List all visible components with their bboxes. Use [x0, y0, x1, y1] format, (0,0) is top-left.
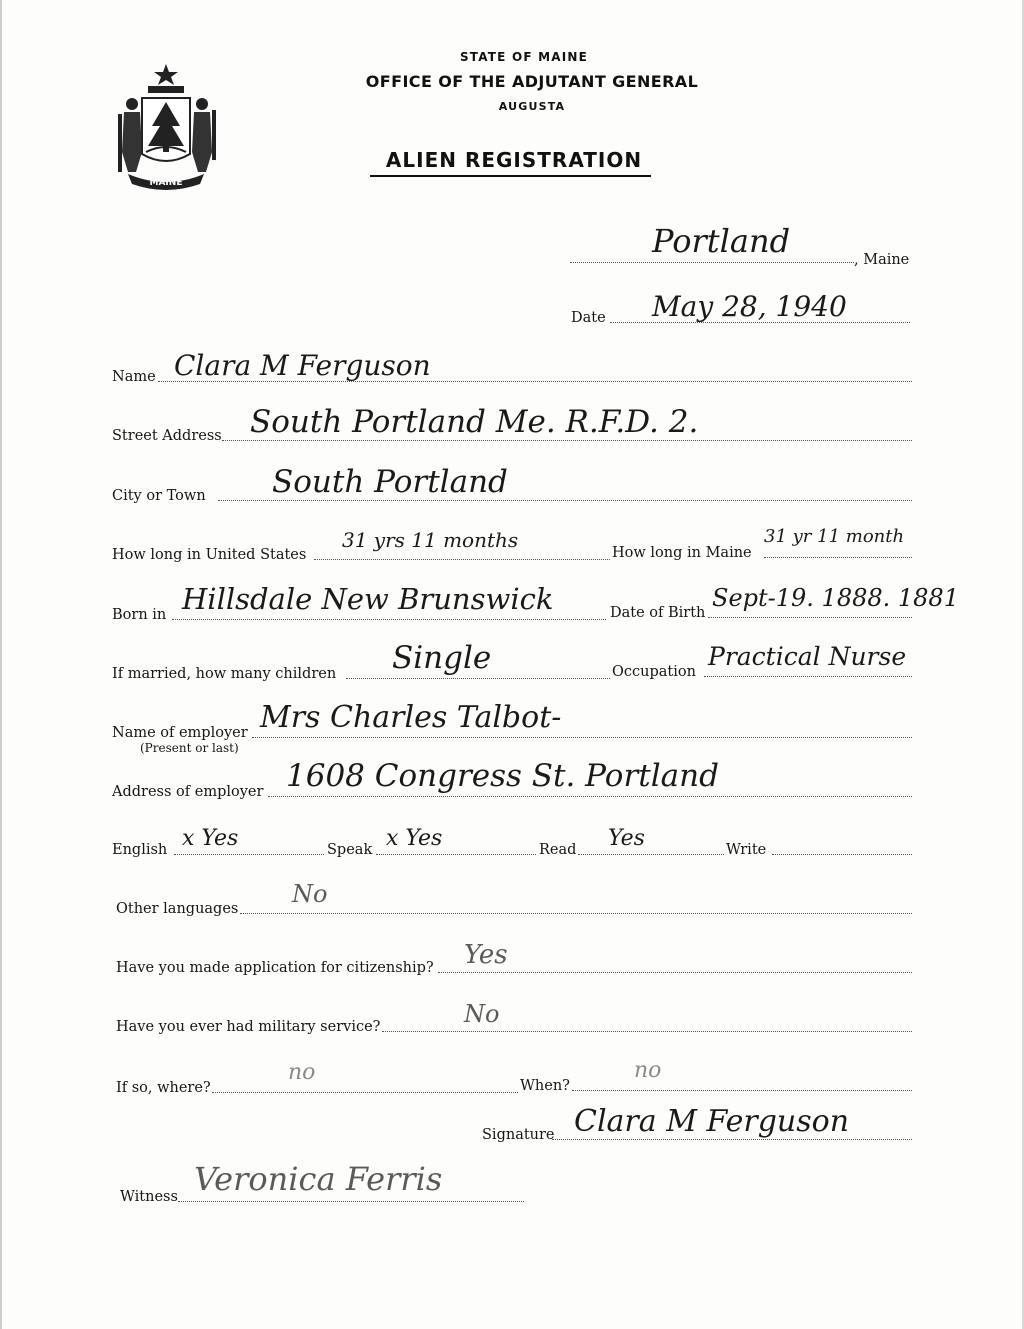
speak-entry: x Yes: [386, 826, 443, 851]
office-heading: OFFICE OF THE ADJUTANT GENERAL: [365, 72, 699, 91]
name-label: Name: [112, 369, 156, 385]
married-label: If married, how many children: [112, 666, 337, 682]
witness-line: [178, 1201, 524, 1202]
town-line: [570, 262, 854, 263]
long-maine-label: How long in Maine: [612, 545, 752, 561]
write-line: [772, 854, 912, 855]
occupation-label: Occupation: [612, 664, 696, 680]
write-label: Write: [726, 842, 767, 858]
when-label: When?: [520, 1078, 570, 1094]
citizenship-line: [438, 972, 912, 973]
married-line: [346, 678, 610, 679]
military-entry: No: [464, 1000, 500, 1028]
form-title: ALIEN REGISTRATION: [385, 148, 643, 172]
city-heading: AUGUSTA: [498, 100, 566, 113]
signature-line: [552, 1139, 912, 1140]
military-label: Have you ever had military service?: [116, 1019, 381, 1035]
speak-line: [376, 854, 536, 855]
title-underline: [370, 175, 651, 177]
name-entry: Clara M Ferguson: [174, 349, 431, 382]
occupation-entry: Practical Nurse: [708, 642, 907, 671]
where-label: If so, where?: [116, 1080, 211, 1096]
born-label: Born in: [112, 607, 167, 623]
read-label: Read: [539, 842, 577, 858]
employer-address-label: Address of employer: [112, 784, 264, 800]
street-entry: South Portland Me. R.F.D. 2.: [250, 404, 699, 440]
dob-line: [708, 617, 912, 618]
seal-text: MAINE: [149, 178, 183, 188]
city-entry: South Portland: [272, 464, 508, 500]
state-heading: STATE OF MAINE: [459, 50, 589, 64]
other-languages-entry: No: [292, 880, 328, 908]
street-label: Street Address: [112, 428, 222, 444]
signature-label: Signature: [482, 1127, 555, 1143]
long-maine-line: [764, 557, 912, 558]
married-entry: Single: [392, 640, 492, 676]
english-entry: x Yes: [182, 826, 239, 851]
where-line: [212, 1092, 518, 1093]
english-label: English: [112, 842, 168, 858]
witness-label: Witness: [120, 1189, 178, 1205]
date-entry: May 28, 1940: [652, 290, 847, 323]
read-entry: Yes: [608, 826, 645, 851]
speak-label: Speak: [327, 842, 373, 858]
street-line: [222, 440, 912, 441]
when-entry: no: [634, 1058, 662, 1083]
dob-entry: Sept-19. 1888. 1881: [712, 584, 959, 612]
long-maine-entry: 31 yr 11 month: [764, 526, 905, 547]
citizenship-entry: Yes: [464, 940, 508, 970]
dob-label: Date of Birth: [610, 605, 706, 621]
citizenship-label: Have you made application for citizenship?: [116, 960, 434, 976]
maine-label: , Maine: [854, 252, 910, 268]
employer-line: [252, 737, 912, 738]
employer-note: (Present or last): [140, 741, 239, 755]
long-us-entry: 31 yrs 11 months: [342, 528, 519, 552]
when-line: [572, 1090, 912, 1091]
witness-entry: Veronica Ferris: [194, 1160, 443, 1198]
employer-address-line: [268, 796, 912, 797]
date-label: Date: [571, 310, 606, 326]
other-languages-label: Other languages: [116, 901, 239, 917]
where-entry: no: [288, 1060, 316, 1085]
long-us-line: [314, 559, 610, 560]
english-line: [174, 854, 324, 855]
born-entry: Hillsdale New Brunswick: [182, 582, 554, 616]
born-line: [172, 619, 606, 620]
long-us-label: How long in United States: [112, 547, 307, 563]
town-entry: Portland: [652, 222, 791, 260]
occupation-line: [704, 676, 912, 677]
city-label: City or Town: [112, 488, 206, 504]
employer-entry: Mrs Charles Talbot-: [260, 700, 562, 735]
military-line: [382, 1031, 912, 1032]
employer-label: Name of employer: [112, 725, 248, 741]
signature-entry: Clara M Ferguson: [574, 1104, 850, 1139]
other-languages-line: [240, 913, 912, 914]
read-line: [578, 854, 724, 855]
employer-address-entry: 1608 Congress St. Portland: [286, 758, 719, 794]
city-line: [218, 500, 912, 501]
